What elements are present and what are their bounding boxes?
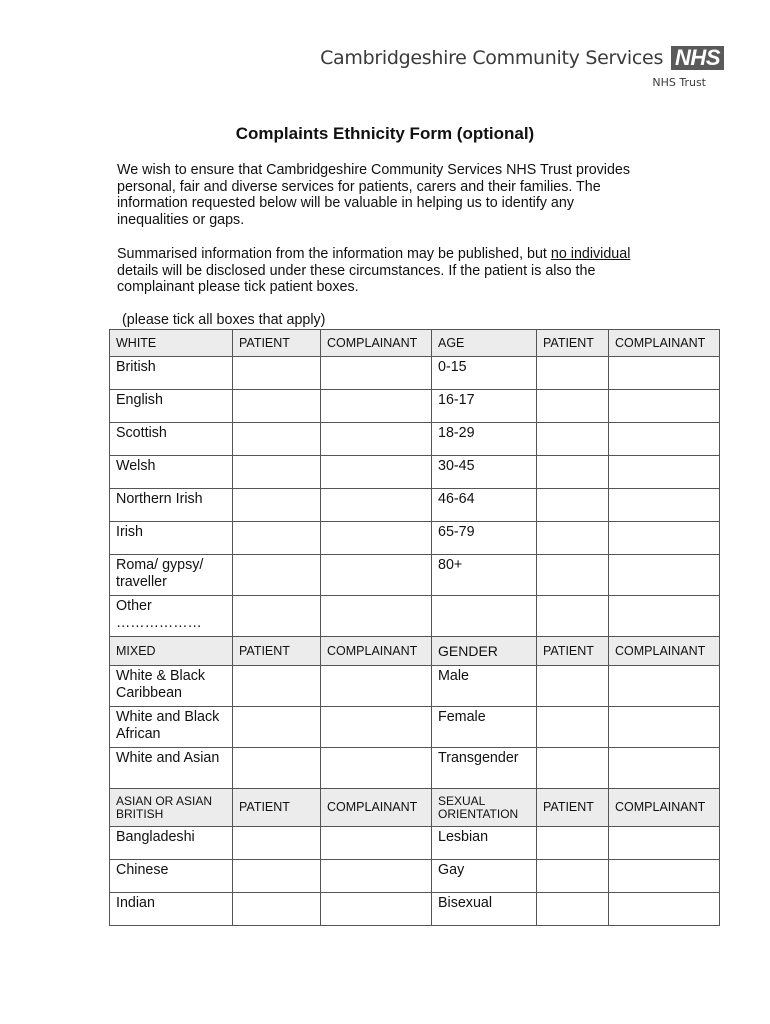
mixed-option-label: White and Asian [110, 748, 233, 789]
header-row-white-age [110, 330, 720, 357]
patient-tick-box[interactable] [233, 707, 321, 748]
table-row [110, 555, 720, 596]
patient-column-header: PATIENT [233, 789, 321, 827]
patient-tick-box[interactable] [537, 423, 609, 456]
org-name: Cambridgeshire Community Services [320, 47, 664, 69]
asian-option-label: Indian [110, 893, 233, 926]
table-row [110, 860, 720, 893]
complainant-column-header: COMPLAINANT [609, 637, 720, 666]
complainant-tick-box[interactable] [321, 456, 432, 489]
age-option-label: 65-79 [432, 522, 537, 555]
table-row [110, 522, 720, 555]
complainant-tick-box[interactable] [321, 489, 432, 522]
age-option-label [432, 596, 537, 637]
white-option-label: English [110, 390, 233, 423]
patient-tick-box[interactable] [537, 596, 609, 637]
table-row [110, 596, 720, 637]
gender-option-label: Female [432, 707, 537, 748]
patient-tick-box[interactable] [537, 390, 609, 423]
complainant-tick-box[interactable] [609, 748, 720, 789]
patient-tick-box[interactable] [233, 748, 321, 789]
patient-column-header: PATIENT [537, 637, 609, 666]
complainant-tick-box[interactable] [609, 555, 720, 596]
summary-paragraph [117, 246, 647, 296]
patient-tick-box[interactable] [537, 707, 609, 748]
sexual-orientation-option-label: Gay [432, 860, 537, 893]
asian-option-label: Bangladeshi [110, 827, 233, 860]
gender-option-label: Male [432, 666, 537, 707]
patient-column-header: PATIENT [537, 789, 609, 827]
complainant-tick-box[interactable] [609, 860, 720, 893]
complainant-tick-box[interactable] [321, 827, 432, 860]
table-row [110, 456, 720, 489]
sexual-orientation-option-label: Lesbian [432, 827, 537, 860]
complainant-tick-box[interactable] [321, 748, 432, 789]
white-heading: WHITE [110, 330, 233, 357]
complainant-tick-box[interactable] [321, 357, 432, 390]
age-option-label: 46-64 [432, 489, 537, 522]
patient-tick-box[interactable] [537, 860, 609, 893]
complainant-tick-box[interactable] [321, 860, 432, 893]
patient-tick-box[interactable] [537, 748, 609, 789]
patient-tick-box[interactable] [233, 357, 321, 390]
asian-option-label: Chinese [110, 860, 233, 893]
complainant-tick-box[interactable] [321, 522, 432, 555]
white-option-label: Roma/ gypsy/ traveller [110, 555, 233, 596]
age-heading: AGE [432, 330, 537, 357]
gender-heading: GENDER [432, 637, 537, 666]
patient-tick-box[interactable] [233, 596, 321, 637]
complainant-column-header: COMPLAINANT [609, 330, 720, 357]
age-option-label: 0-15 [432, 357, 537, 390]
table-row [110, 357, 720, 390]
mixed-heading: MIXED [110, 637, 233, 666]
white-option-label: Scottish [110, 423, 233, 456]
intro-paragraph: We wish to ensure that Cambridgeshire Community Services NHS Trust provides personal, fair and diverse services for patients, carers and their families. The information requested below will be valuable in helping us to identify any inequalities or gaps. [117, 162, 631, 228]
complainant-tick-box[interactable] [609, 827, 720, 860]
complainant-tick-box[interactable] [321, 596, 432, 637]
table-row [110, 666, 720, 707]
age-option-label: 16-17 [432, 390, 537, 423]
complainant-tick-box[interactable] [609, 423, 720, 456]
complainant-column-header: COMPLAINANT [321, 789, 432, 827]
patient-tick-box[interactable] [233, 423, 321, 456]
complainant-tick-box[interactable] [321, 555, 432, 596]
complainant-tick-box[interactable] [321, 707, 432, 748]
asian-heading: ASIAN OR ASIAN BRITISH [110, 789, 233, 827]
patient-tick-box[interactable] [233, 666, 321, 707]
complainant-tick-box[interactable] [609, 357, 720, 390]
summary-text-1: Summarised information from the information may be published, but [117, 246, 551, 262]
white-option-label: Northern Irish [110, 489, 233, 522]
summary-underlined: no individual [550, 246, 631, 262]
header-row-asian-sexual-orientation [110, 789, 720, 827]
complainant-tick-box[interactable] [609, 707, 720, 748]
mixed-option-label: White and Black African [110, 707, 233, 748]
white-option-label: Welsh [110, 456, 233, 489]
table-row [110, 748, 720, 789]
patient-tick-box[interactable] [233, 390, 321, 423]
patient-tick-box[interactable] [537, 555, 609, 596]
sexual-orientation-heading: SEXUAL ORIENTATION [432, 789, 537, 827]
ethnicity-form-table [109, 329, 720, 926]
complainant-tick-box[interactable] [321, 893, 432, 926]
patient-tick-box[interactable] [537, 456, 609, 489]
complainant-tick-box[interactable] [321, 423, 432, 456]
white-option-label: Other ……………… [110, 596, 233, 637]
table-row [110, 423, 720, 456]
patient-tick-box[interactable] [537, 666, 609, 707]
tick-note: (please tick all boxes that apply) [122, 312, 326, 328]
white-option-label: British [110, 357, 233, 390]
table-row [110, 390, 720, 423]
patient-tick-box[interactable] [537, 827, 609, 860]
table-row [110, 489, 720, 522]
patient-column-header: PATIENT [233, 637, 321, 666]
white-option-label: Irish [110, 522, 233, 555]
patient-column-header: PATIENT [537, 330, 609, 357]
complainant-tick-box[interactable] [609, 456, 720, 489]
header-row-mixed-gender [110, 637, 720, 666]
form-title: Complaints Ethnicity Form (optional) [235, 124, 535, 143]
mixed-option-label: White & Black Caribbean [110, 666, 233, 707]
sexual-orientation-option-label: Bisexual [432, 893, 537, 926]
table-row [110, 893, 720, 926]
complainant-tick-box[interactable] [609, 666, 720, 707]
patient-tick-box[interactable] [537, 357, 609, 390]
gender-option-label: Transgender [432, 748, 537, 789]
age-option-label: 18-29 [432, 423, 537, 456]
complainant-tick-box[interactable] [609, 522, 720, 555]
trust-name: NHS Trust [652, 76, 706, 89]
table-row [110, 707, 720, 748]
complainant-tick-box[interactable] [321, 666, 432, 707]
patient-tick-box[interactable] [233, 860, 321, 893]
patient-tick-box[interactable] [233, 489, 321, 522]
summary-text-2: details will be disclosed under these circumstances. If the patient is also the complainant please tick patient boxes. [117, 262, 596, 296]
complainant-tick-box[interactable] [609, 596, 720, 637]
complainant-column-header: COMPLAINANT [609, 789, 720, 827]
table-row [110, 827, 720, 860]
patient-tick-box[interactable] [537, 489, 609, 522]
patient-tick-box[interactable] [233, 522, 321, 555]
patient-tick-box[interactable] [537, 522, 609, 555]
complainant-tick-box[interactable] [609, 489, 720, 522]
patient-column-header: PATIENT [233, 330, 321, 357]
complainant-tick-box[interactable] [609, 390, 720, 423]
patient-tick-box[interactable] [537, 893, 609, 926]
age-option-label: 80+ [432, 555, 537, 596]
nhs-logo-box: NHS [671, 46, 724, 70]
patient-tick-box[interactable] [233, 893, 321, 926]
complainant-tick-box[interactable] [609, 893, 720, 926]
patient-tick-box[interactable] [233, 456, 321, 489]
complainant-tick-box[interactable] [321, 390, 432, 423]
cambridgeshire-nhs-logo [320, 46, 724, 89]
patient-tick-box[interactable] [233, 827, 321, 860]
complainant-column-header: COMPLAINANT [321, 330, 432, 357]
patient-tick-box[interactable] [233, 555, 321, 596]
age-option-label: 30-45 [432, 456, 537, 489]
complainant-column-header: COMPLAINANT [321, 637, 432, 666]
